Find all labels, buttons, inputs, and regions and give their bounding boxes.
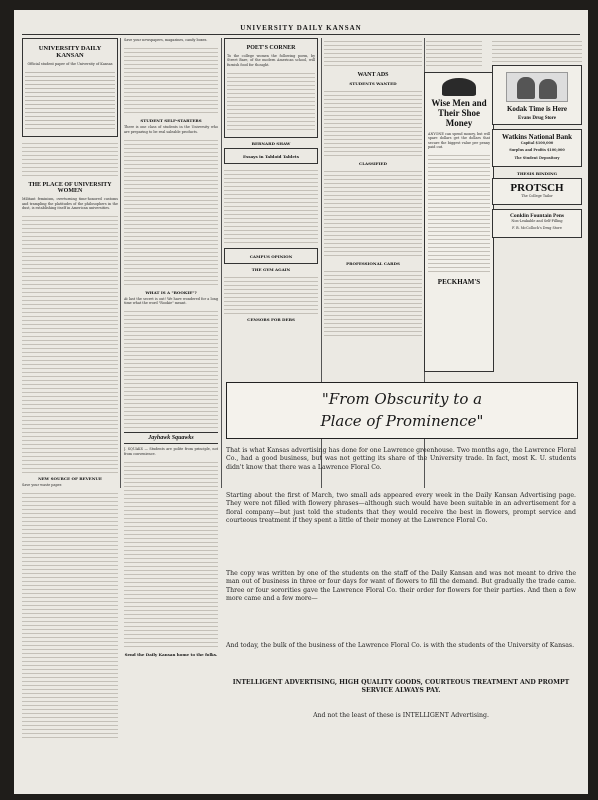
evans-name: Evans Drug Store — [518, 116, 556, 121]
paper-subtitle: Official student paper of the University of Kansas — [27, 62, 113, 66]
protsch-ad — [492, 178, 582, 205]
censors-headline: CENSORS FOR DEBS — [247, 316, 295, 322]
classified-headline: CLASSIFIED — [359, 161, 387, 166]
gym-headline: THE GYM AGAIN — [251, 266, 291, 272]
revenue-headline: NEW SOURCE OF REVENUE — [38, 476, 102, 482]
peckham-lead: ANYONE can spend money, but will spare dollars get the dollars that secure the biggest value per penny paid out. — [428, 132, 490, 149]
self-starters-body — [124, 137, 218, 287]
story-paragraph-5: INTELLIGENT ADVERTISING, HIGH QUALITY GOODS, COURTEOUS TREATMENT AND PROMPT SERVICE ALWAYS PAY. — [232, 679, 570, 695]
rookie-headline: WHAT IS A "ROOKIE"? — [145, 289, 197, 295]
right-ads — [492, 38, 582, 378]
editorial-headline: THE PLACE OF UNIVERSITY WOMEN — [28, 182, 112, 195]
story-paragraph-4: And today, the bulk of the business of the Lawrence Floral Co. is with the students of the University of Kansas. — [226, 642, 575, 649]
self-starters-headline: STUDENT SELF-STARTERS — [140, 118, 202, 124]
editorial-lead: Militant feminism, overturning time-honored customs and trampling the platitudes of the philosophers in the dust, is establishing itself in American universities. — [22, 197, 118, 210]
kodak-ad — [492, 65, 582, 125]
thesis-headline: THESIS BINDING — [516, 170, 558, 176]
figure-shape — [539, 79, 557, 99]
campus-opinion-headline: CAMPUS OPINION — [249, 253, 293, 259]
staff-listing — [25, 69, 115, 131]
column-2 — [124, 38, 218, 783]
right-top-text — [492, 38, 582, 62]
squawks-headline: Jayhawk Squawks — [124, 432, 218, 444]
campus-opinion-box — [224, 248, 318, 264]
editorial-body — [22, 213, 118, 473]
wise-men-headline: Wise Men and Their Shoe Money — [431, 98, 487, 128]
story-paragraph-3: The copy was written by one of the students on the staff of the Daily Kansan and was not meant to drive the man out of business in three or four days for want of flowers to fill the demand. But gradually the trade came. Three or four sororities gave the Lawrence Floral Co. their order for flowers for their parties. And then a few more came and a few more— — [226, 570, 576, 603]
paper-title: UNIVERSITY DAILY KANSAN — [38, 45, 102, 59]
promo-line-2: Place of Prominence" — [320, 412, 484, 430]
watkins-tagline: The Student Depository — [514, 155, 560, 160]
rookie-body — [124, 308, 218, 428]
col2-text — [124, 45, 218, 115]
peckham-body — [428, 152, 490, 272]
protsch-name: PROTSCH — [510, 181, 564, 194]
story-paragraph-2: Starting about the first of March, two small ads appeared every week in the Daily Kansan Advertising page. They were not filled with flowery phrases—although such would have been suitable in an advertisement for a floral company—but just told the students that they would receive the best in flowers, prompt service and courteous treatment if they spent a little of their money at the Lawrence Floral Co. — [226, 492, 576, 525]
column-1 — [22, 38, 118, 783]
watkins-ad — [492, 129, 582, 167]
conklin-location: F. B. McColloch's Drug Store — [512, 226, 562, 231]
newspaper-page — [14, 10, 588, 794]
col2-lead: Save your newspapers, magazines, candy boxes. — [124, 38, 208, 42]
squawks-lead: J. SQUAKS — Students are polite from principle, not from convenience. — [124, 447, 218, 456]
column-divider — [221, 38, 222, 488]
poets-corner-lead: To the college women the following poem, by Street Bare, of the modern American school, will furnish food for thought. — [227, 54, 315, 67]
want-ads-headline: WANT ADS — [357, 72, 389, 78]
self-starters-lead: There is one class of students in the University who are preparing to be real saleable products. — [124, 125, 218, 134]
watkins-surplus: Surplus and Profits $100,000 — [509, 148, 565, 153]
conklin-ad — [492, 209, 582, 238]
story-paragraph-1: That is what Kansas advertising has done for one Lawrence greenhouse. Two months ago, the Lawrence Floral Co., had a good business, but was not getting its share of the University trade. In fact, most K. U. students didn't know that there was a Lawrence Floral Co. — [226, 447, 576, 471]
promo-banner — [226, 382, 578, 439]
kodak-title: Kodak Time is Here — [506, 105, 568, 113]
column-divider — [120, 38, 121, 488]
tabloid-headline: Essays in Tabloid Tablets — [243, 153, 299, 159]
masthead-rule — [22, 34, 580, 35]
conklin-sub: Non-Leakable and Self-Filling — [511, 219, 563, 224]
figure-shape — [517, 77, 535, 99]
promo-line-1: "From Obscurity to a — [321, 390, 483, 408]
tabloid-body — [224, 167, 318, 245]
kodak-illustration — [506, 72, 568, 102]
column-3 — [224, 38, 318, 378]
bernard-shaw-headline: BERNARD SHAW — [251, 140, 291, 146]
paper-title-box — [22, 38, 118, 137]
poets-corner-headline: POET'S CORNER — [246, 45, 296, 51]
hat-icon — [442, 78, 476, 96]
poem-text — [227, 70, 315, 132]
story-paragraph-6: And not the least of these is INTELLIGENT Advertising. — [313, 712, 489, 719]
gym-body — [224, 274, 318, 314]
col4b-top — [426, 38, 482, 68]
professional-cards-headline: PROFESSIONAL CARDS — [346, 261, 400, 266]
watkins-capital: Capital $100,000 — [520, 141, 554, 145]
revenue-body — [22, 490, 118, 740]
revenue-lead: Save your waste paper. — [22, 483, 62, 488]
send-home-note: Send the Daily Kansan home to the folks. — [124, 652, 218, 658]
poets-corner-box — [224, 38, 318, 138]
tabloid-box — [224, 148, 318, 164]
protsch-tagline: The College Tailor — [521, 193, 553, 198]
rookie-lead: At last the secret is out! We have wondered for a long time what the word "Rookie" meant. — [124, 296, 218, 306]
masthead: UNIVERSITY DAILY KANSAN — [240, 24, 362, 32]
squawks-body — [124, 459, 218, 649]
students-wanted-headline: STUDENTS WANTED — [349, 81, 397, 86]
watkins-title: Watkins National Bank — [501, 133, 573, 141]
peckham-ad — [424, 72, 494, 372]
conklin-name: Conklin Fountain Pens — [509, 213, 565, 220]
notice-text — [22, 140, 118, 178]
peckham-name: PECKHAM'S — [437, 278, 481, 287]
